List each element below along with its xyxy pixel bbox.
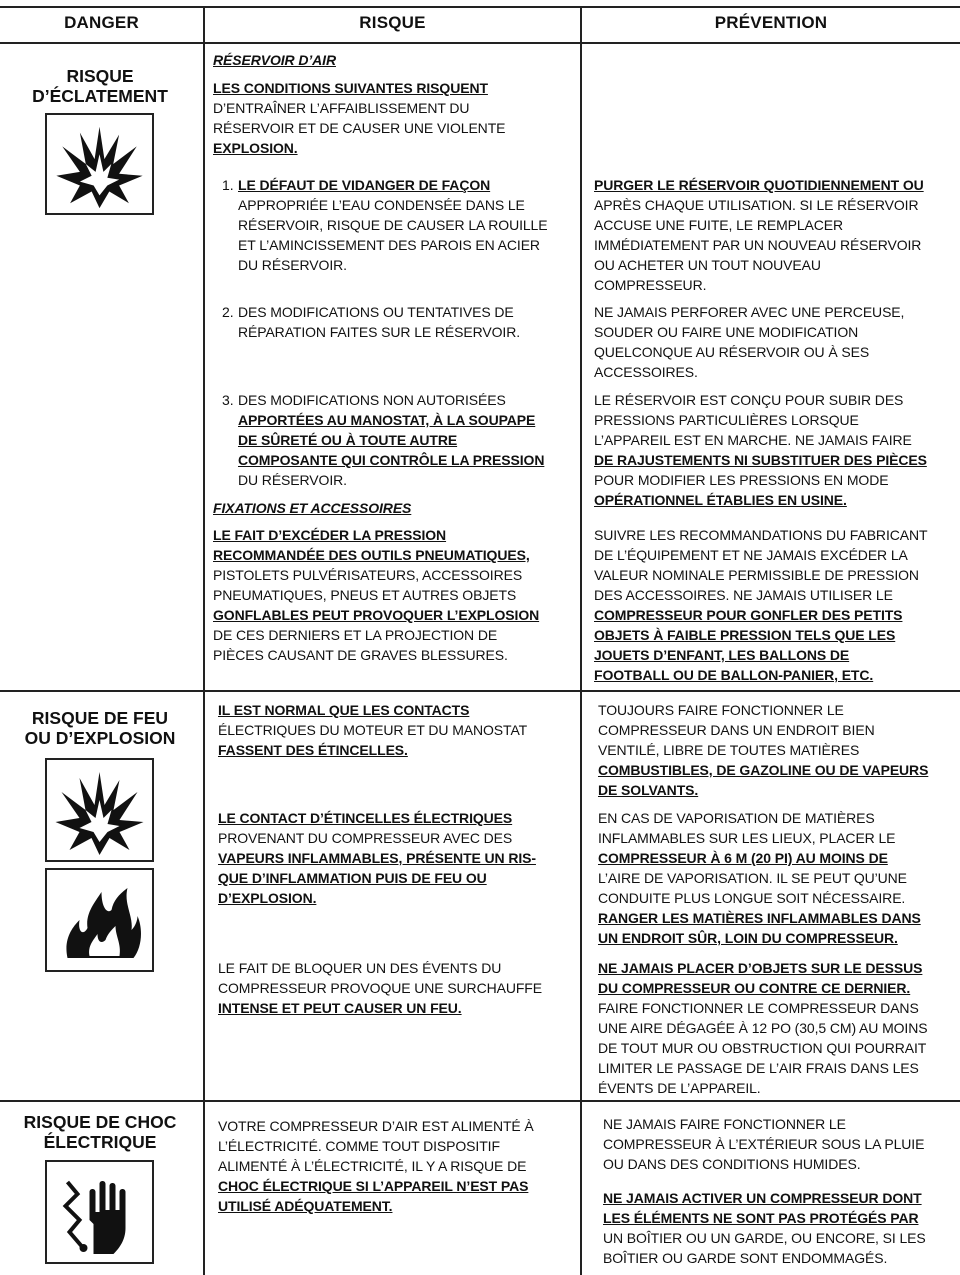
fire-risk3 — [218, 958, 578, 1018]
burst-prev3-line6: OPÉRATIONNEL ÉTABLIES EN USINE. — [594, 492, 847, 508]
burst-item4 — [213, 525, 578, 665]
burst-prev4-line7: JOUETS D’ENFANT, LES BALLONS DE — [594, 647, 850, 663]
fire-prev3-line6: LIMITER LE PASSAGE DE L’AIR FRAIS DANS LES — [598, 1060, 919, 1076]
burst-prev4-line4: DES ACCESSOIRES. NE JAMAIS UTILISER LE — [594, 587, 893, 603]
flame-icon — [45, 868, 154, 972]
fire-prev2 — [598, 808, 958, 948]
burst-prev1-line5: OU ACHETER UN TOUT NOUVEAU — [594, 257, 821, 273]
column-divider-2 — [580, 6, 582, 1275]
shock-title-line1: RISQUE DE CHOC — [23, 1112, 177, 1132]
burst-item3-line4: COMPOSANTE QUI CONTRÔLE LA PRESSION — [238, 452, 545, 468]
column-divider-1 — [203, 6, 205, 1275]
burst-prev4-line2: DE L’ÉQUIPEMENT ET NE JAMAIS EXCÉDER LA — [594, 547, 908, 563]
fire-prev3-line1: NE JAMAIS PLACER D’OBJETS SUR LE DESSUS — [598, 960, 923, 976]
burst-item2-line1: DES MODIFICATIONS OU TENTATIVES DE — [238, 304, 514, 320]
fire-risk2 — [218, 808, 578, 908]
burst-intro-line3: RÉSERVOIR ET DE CAUSER UNE VIOLENTE — [213, 120, 506, 136]
burst-prev4-line1: SUIVRE LES RECOMMANDATIONS DU FABRICANT — [594, 527, 928, 543]
row-divider-2 — [0, 1100, 960, 1102]
burst-prev4-line6: OBJETS À FAIBLE PRESSION TELS QUE LES — [594, 627, 896, 643]
header-bottom-border — [0, 42, 960, 44]
burst-prev3-line1: LE RÉSERVOIR EST CONÇU POUR SUBIR DES — [594, 392, 904, 408]
fire-risk1-line1: IL EST NORMAL QUE LES CONTACTS — [218, 702, 470, 718]
electric-shock-hand-icon — [45, 1160, 154, 1264]
burst-item1-line5: DU RÉSERVOIR. — [238, 257, 347, 273]
fire-prev2-line1: EN CAS DE VAPORISATION DE MATIÈRES — [598, 810, 875, 826]
shock-risk1-line2: L’ÉLECTRICITÉ. COMME TOUT DISPOSITIF — [218, 1138, 500, 1154]
fire-prev1-line5: DE SOLVANTS. — [598, 782, 699, 798]
burst-item1-line1: LE DÉFAUT DE VIDANGER DE FAÇON — [238, 177, 491, 193]
shock-prev2-line4: BOÎTIER OU GARDE SONT ENDOMMAGÉS. — [603, 1250, 888, 1266]
fire-title — [0, 708, 200, 748]
shock-prev2-line3: UN BOÎTIER OU UN GARDE, OU ENCORE, SI LES — [603, 1230, 926, 1246]
fire-prev2-line2: INFLAMMABLES SUR LES LIEUX, PLACER LE — [598, 830, 896, 846]
burst-item3-line1: DES MODIFICATIONS NON AUTORISÉES — [238, 392, 506, 408]
burst-intro-line4: EXPLOSION. — [213, 140, 298, 156]
header-risque: RISQUE — [359, 13, 426, 32]
burst-item4-line1: LE FAIT D’EXCÉDER LA PRESSION — [213, 527, 447, 543]
burst-prev4-line8: FOOTBALL OU DE BALLON-PANIER, ETC. — [594, 667, 874, 683]
shock-risk1-line5: UTILISÉ ADÉQUATEMENT. — [218, 1198, 393, 1214]
shock-prev1 — [603, 1114, 958, 1174]
burst-intro-line2: D’ENTRAÎNER L’AFFAIBLISSEMENT DU — [213, 100, 470, 116]
burst-item4-line5: GONFLABLES PEUT PROVOQUER L’EXPLOSION — [213, 607, 540, 623]
shock-risk1-line1: VOTRE COMPRESSEUR D’AIR EST ALIMENTÉ À — [218, 1118, 534, 1134]
shock-prev2-line2: LES ÉLÉMENTS NE SONT PAS PROTÉGÉS PAR — [603, 1210, 919, 1226]
fire-prev1-line3: VENTILÉ, LIBRE DE TOUTES MATIÈRES — [598, 742, 860, 758]
fire-prev1-line2: COMPRESSEUR DANS UN ENDROIT BIEN — [598, 722, 875, 738]
shock-prev2-line1: NE JAMAIS ACTIVER UN COMPRESSEUR DONT — [603, 1190, 922, 1206]
burst-item2-line2: RÉPARATION FAITES SUR LE RÉSERVOIR. — [238, 324, 521, 340]
burst-title-line1: RISQUE — [66, 66, 134, 86]
burst-prev1 — [594, 175, 956, 295]
burst-prev3-line4: DE RAJUSTEMENTS NI SUBSTITUER DES PIÈCES — [594, 452, 927, 468]
fire-prev3-line3: FAIRE FONCTIONNER LE COMPRESSEUR DANS — [598, 1000, 919, 1016]
fire-prev2-line7: UN ENDROIT SÛR, LOIN DU COMPRESSEUR. — [598, 930, 898, 946]
burst-item4-line4: PNEUMATIQUES, PNEUS ET AUTRES OBJETS — [213, 587, 517, 603]
fire-risk2-line3: VAPEURS INFLAMMABLES, PRÉSENTE UN RIS- — [218, 850, 536, 866]
fire-risk2-line5: D’EXPLOSION. — [218, 890, 317, 906]
explosion-icon — [45, 758, 154, 862]
fire-prev2-line6: RANGER LES MATIÈRES INFLAMMABLES DANS — [598, 910, 921, 926]
fire-prev2-line5: CONDUITE PLUS LONGUE SOIT NÉCESSAIRE. — [598, 890, 906, 906]
fire-prev1-line4: COMBUSTIBLES, DE GAZOLINE OU DE VAPEURS — [598, 762, 929, 778]
fire-risk3-line3: INTENSE ET PEUT CAUSER UN FEU. — [218, 1000, 462, 1016]
fire-prev3-line2: DU COMPRESSEUR OU CONTRE CE DERNIER. — [598, 980, 911, 996]
fire-title-line2: OU D’EXPLOSION — [24, 728, 176, 748]
burst-prev2-line2: SOUDER OU FAIRE UNE MODIFICATION — [594, 324, 859, 340]
burst-item4-line7: PIÈCES CAUSANT DE GRAVES BLESSURES. — [213, 647, 508, 663]
fire-title-line1: RISQUE DE FEU — [31, 708, 169, 728]
burst-prev2-line1: NE JAMAIS PERFORER AVEC UNE PERCEUSE, — [594, 304, 905, 320]
burst-prev3-line3: L’APPAREIL EST EN MARCHE. NE JAMAIS FAIRE — [594, 432, 912, 448]
burst-prev2-line4: ACCESSOIRES. — [594, 364, 698, 380]
shock-prev1-line2: COMPRESSEUR À L’EXTÉRIEUR SOUS LA PLUIE — [603, 1136, 925, 1152]
fire-risk3-line1: LE FAIT DE BLOQUER UN DES ÉVENTS DU — [218, 960, 502, 976]
burst-subhead-fixations: FIXATIONS ET ACCESSOIRES — [213, 500, 412, 516]
burst-prev4-line3: VALEUR NOMINALE PERMISSIBLE DE PRESSION — [594, 567, 919, 583]
burst-subhead-air: RÉSERVOIR D’AIR — [213, 52, 336, 68]
shock-prev1-line1: NE JAMAIS FAIRE FONCTIONNER LE — [603, 1116, 846, 1132]
header-danger: DANGER — [64, 13, 139, 32]
fire-prev1-line1: TOUJOURS FAIRE FONCTIONNER LE — [598, 702, 844, 718]
fire-prev3-line4: UNE AIRE DÉGAGÉE À 12 PO (30,5 CM) AU MOINS — [598, 1020, 928, 1036]
burst-item2-number: 2. — [222, 304, 234, 320]
fire-prev2-line4: L’AIRE DE VAPORISATION. IL SE PEUT QU’UNE — [598, 870, 907, 886]
burst-intro-line1: LES CONDITIONS SUIVANTES RISQUENT — [213, 80, 488, 96]
fire-prev3-line5: DE TOUT MUR OU OBSTRUCTION QUI POURRAIT — [598, 1040, 927, 1056]
fire-risk2-line4: QUE D’INFLAMMATION PUIS DE FEU OU — [218, 870, 487, 886]
burst-item4-line3: PISTOLETS PULVÉRISATEURS, ACCESSOIRES — [213, 567, 523, 583]
burst-prev1-line4: IMMÉDIATEMENT PAR UN NOUVEAU RÉSERVOIR — [594, 237, 922, 253]
fire-risk1 — [218, 700, 578, 760]
shock-risk1-line4: CHOC ÉLECTRIQUE SI L’APPAREIL N’EST PAS — [218, 1178, 529, 1194]
burst-prev3-line2: PRESSIONS PARTICULIÈRES LORSQUE — [594, 412, 859, 428]
shock-title-line2: ÉLECTRIQUE — [43, 1132, 157, 1152]
fire-prev3-line7: ÉVENTS DE L’APPAREIL. — [598, 1080, 761, 1096]
explosion-icon — [45, 113, 154, 215]
fire-risk1-line3: FASSENT DES ÉTINCELLES. — [218, 742, 408, 758]
fire-prev1 — [598, 700, 958, 800]
shock-risk1 — [218, 1116, 578, 1216]
burst-prev4 — [594, 525, 956, 685]
burst-prev3 — [594, 390, 956, 510]
burst-prev3-line5: POUR MODIFIER LES PRESSIONS EN MODE — [594, 472, 889, 488]
burst-item1-line3: RÉSERVOIR, RISQUE DE CAUSER LA ROUILLE — [238, 217, 548, 233]
burst-prev2-line3: QUELCONQUE AU RÉSERVOIR OU À SES — [594, 344, 870, 360]
burst-prev1-line1: PURGER LE RÉSERVOIR QUOTIDIENNEMENT OU — [594, 177, 924, 193]
burst-item3 — [238, 390, 578, 490]
burst-item1-number: 1. — [222, 177, 234, 193]
burst-item4-line6: DE CES DERNIERS ET LA PROJECTION DE — [213, 627, 498, 643]
burst-title — [0, 66, 200, 106]
burst-item1-line4: ET L’AMINCISSEMENT DES PAROIS EN ACIER — [238, 237, 540, 253]
burst-item3-line3: DE SÛRETÉ OU À TOUTE AUTRE — [238, 432, 458, 448]
burst-item1 — [238, 175, 578, 275]
row-divider-1 — [0, 690, 960, 692]
shock-title — [0, 1112, 200, 1152]
burst-item2 — [238, 302, 578, 342]
burst-item3-line2: APPORTÉES AU MANOSTAT, À LA SOUPAPE — [238, 412, 536, 428]
burst-prev4-line5: COMPRESSEUR POUR GONFLER DES PETITS — [594, 607, 903, 623]
burst-item3-number: 3. — [222, 392, 234, 408]
fire-prev3 — [598, 958, 958, 1098]
burst-prev1-line6: COMPRESSEUR. — [594, 277, 707, 293]
shock-risk1-line3: ALIMENTÉ À L’ÉLECTRICITÉ, IL Y A RISQUE DE — [218, 1158, 527, 1174]
burst-prev2 — [594, 302, 956, 382]
burst-prev1-line2: APRÈS CHAQUE UTILISATION. SI LE RÉSERVOIR — [594, 197, 919, 213]
shock-prev2 — [603, 1188, 958, 1268]
burst-item4-line2: RECOMMANDÉE DES OUTILS PNEUMATIQUES, — [213, 547, 530, 563]
burst-intro — [213, 78, 573, 158]
fire-risk3-line2: COMPRESSEUR PROVOQUE UNE SURCHAUFFE — [218, 980, 542, 996]
header-prevention: PRÉVENTION — [714, 13, 828, 32]
burst-item1-line2: APPROPRIÉE L’EAU CONDENSÉE DANS LE — [238, 197, 525, 213]
fire-prev2-line3: COMPRESSEUR À 6 M (20 PI) AU MOINS DE — [598, 850, 888, 866]
shock-prev1-line3: OU DANS DES CONDITIONS HUMIDES. — [603, 1156, 861, 1172]
fire-risk2-line2: PROVENANT DU COMPRESSEUR AVEC DES — [218, 830, 513, 846]
burst-title-line2: D’ÉCLATEMENT — [32, 86, 168, 106]
burst-item3-line5: DU RÉSERVOIR. — [238, 472, 347, 488]
burst-prev1-line3: ACCUSE UNE FUITE, LE REMPLACER — [594, 217, 844, 233]
fire-risk2-line1: LE CONTACT D’ÉTINCELLES ÉLECTRIQUES — [218, 810, 513, 826]
fire-risk1-line2: ÉLECTRIQUES DU MOTEUR ET DU MANOSTAT — [218, 722, 528, 738]
